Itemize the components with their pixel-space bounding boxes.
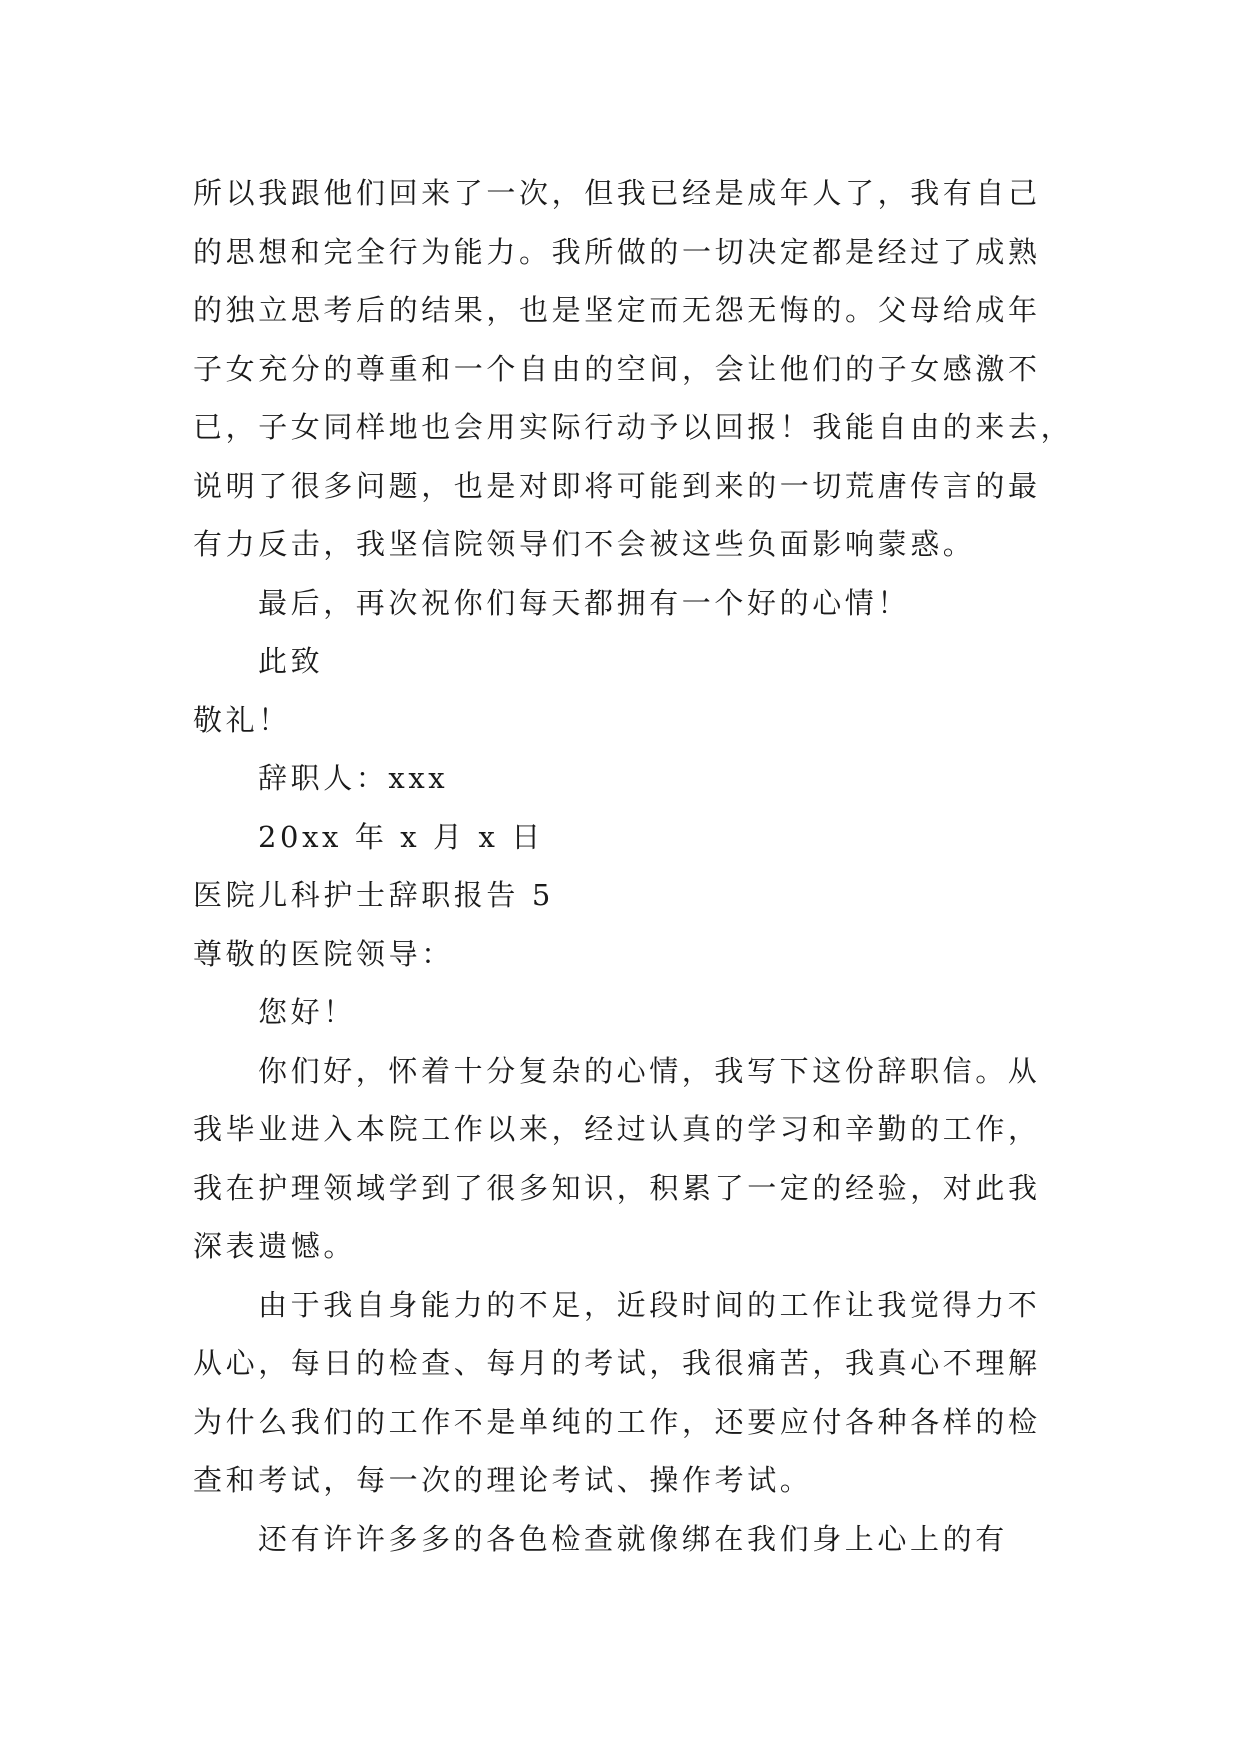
text-line: 说明了很多问题，也是对即将可能到来的一切荒唐传言的最 xyxy=(193,468,1041,503)
text-line: 您好！ xyxy=(258,995,356,1029)
text-line: 由于我自身能力的不足，近段时间的工作让我觉得力不 xyxy=(258,1287,1041,1322)
text-line: 有力反击，我坚信院领导们不会被这些负面影响蒙惑。 xyxy=(193,527,976,561)
text-line: 查和考试，每一次的理论考试、操作考试。 xyxy=(193,1463,813,1497)
text-line: 为什么我们的工作不是单纯的工作，还要应付各种各样的检 xyxy=(193,1404,1041,1439)
text-line: 尊敬的医院领导： xyxy=(193,936,454,971)
text-line: 的独立思考后的结果，也是坚定而无怨无悔的。父母给成年 xyxy=(193,293,1041,327)
text-line: 深表遗憾。 xyxy=(193,1229,357,1263)
text-line: 20xx 年 x 月 x 日 xyxy=(258,819,544,854)
text-line: 辞职人：xxx xyxy=(258,761,449,795)
document-body xyxy=(193,164,1073,1568)
text-line: 医院儿科护士辞职报告 5 xyxy=(193,878,554,912)
text-line: 此致 xyxy=(258,644,324,678)
text-line: 我毕业进入本院工作以来，经过认真的学习和辛勤的工作， xyxy=(193,1112,1041,1146)
text-line: 我在护理领域学到了很多知识，积累了一定的经验，对此我 xyxy=(193,1170,1041,1205)
text-line: 从心，每日的检查、每月的考试，我很痛苦，我真心不理解 xyxy=(193,1346,1041,1380)
text-line: 的思想和完全行为能力。我所做的一切决定都是经过了成熟 xyxy=(193,234,1041,269)
text-line: 所以我跟他们回来了一次，但我已经是成年人了，我有自己 xyxy=(193,176,1041,210)
text-line: 最后，再次祝你们每天都拥有一个好的心情！ xyxy=(258,585,911,620)
text-line: 还有许许多多的各色检查就像绑在我们身上心上的有 xyxy=(258,1521,1008,1556)
text-line: 敬礼！ xyxy=(193,702,291,737)
text-line: 已，子女同样地也会用实际行动予以回报！我能自由的来去， xyxy=(193,410,1074,444)
text-line: 子女充分的尊重和一个自由的空间，会让他们的子女感激不 xyxy=(193,351,1041,386)
text-line: 你们好，怀着十分复杂的心情，我写下这份辞职信。从 xyxy=(258,1053,1041,1088)
